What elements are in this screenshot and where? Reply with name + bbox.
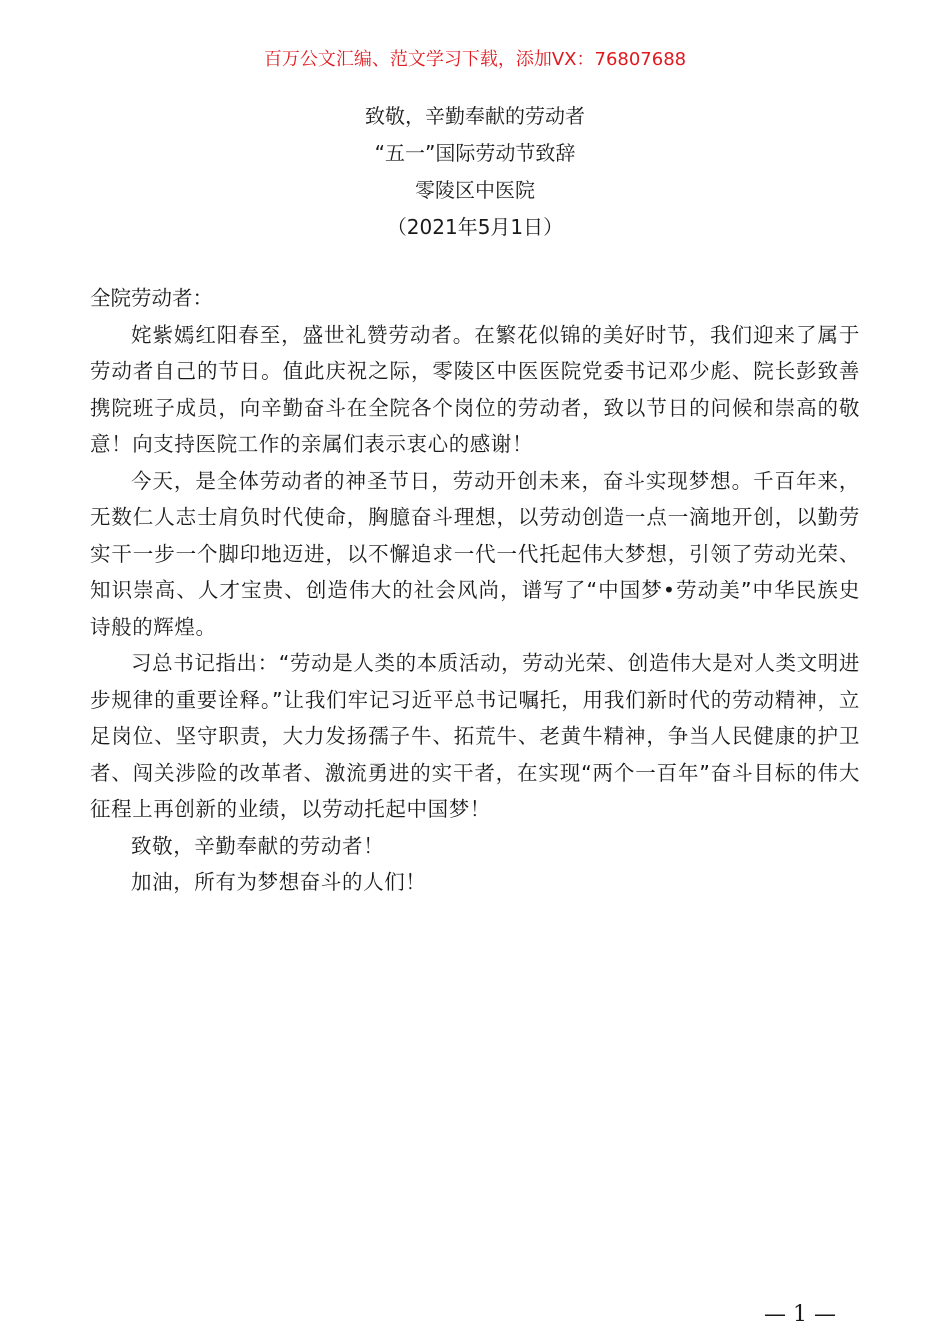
closing-line-salute: 致敬，辛勤奉献的劳动者！ (131, 833, 385, 858)
watermark-banner: 百万公文汇编、范文学习下载，添加VX：76807688 (263, 49, 687, 70)
document-header (0, 98, 950, 246)
paragraph-quote: 习总书记指出：“劳动是人类的本质活动，劳动光荣、创造伟大是对人类文明进步规律的重要诠释。”让我们牢记习近平总书记嘱托，用我们新时代的劳动精神，立足岗位、坚守职责，大力发扬孺子牛、拓荒牛、老黄牛精神，争当人民健康的护卫者、闯关涉险的改革者、激流勇进的实干者，在实现“两个一百年”奋斗目标的伟大征程上再创新的业绩，以劳动托起中国梦！ (90, 651, 860, 821)
document-date: （2021年5月1日） (386, 215, 564, 239)
document-body (90, 280, 860, 901)
organization-name: 零陵区中医院 (415, 178, 535, 202)
document-title: 致敬，辛勤奉献的劳动者 (365, 104, 585, 128)
page-number: — 1 — (764, 1302, 836, 1327)
paragraph-labor-day: 今天，是全体劳动者的神圣节日，劳动开创未来，奋斗实现梦想。千百年来，无数仁人志士肩负时代使命，胸臆奋斗理想，以劳动创造一点一滴地开创，以勤劳实干一步一个脚印地迈进，以不懈追求一代一代托起伟大梦想，引领了劳动光荣、知识崇高、人才宝贵、创造伟大的社会风尚，谱写了“中国梦•劳动美”中华民族史诗般的辉煌。 (90, 468, 860, 639)
paragraph-greeting: 姹紫嫣红阳春至，盛世礼赞劳动者。在繁花似锦的美好时节，我们迎来了属于劳动者自己的节日。值此庆祝之际，零陵区中医医院党委书记邓少彪、院长彭致善携院班子成员，向辛勤奋斗在全院各个岗位的劳动者，致以节日的问候和崇高的敬意！向支持医院工作的亲属们表示衷心的感谢！ (90, 322, 860, 456)
document-subtitle: “五一”国际劳动节致辞 (374, 141, 576, 165)
salutation: 全院劳动者： (90, 286, 213, 310)
closing-line-cheer: 加油，所有为梦想奋斗的人们！ (131, 870, 427, 894)
